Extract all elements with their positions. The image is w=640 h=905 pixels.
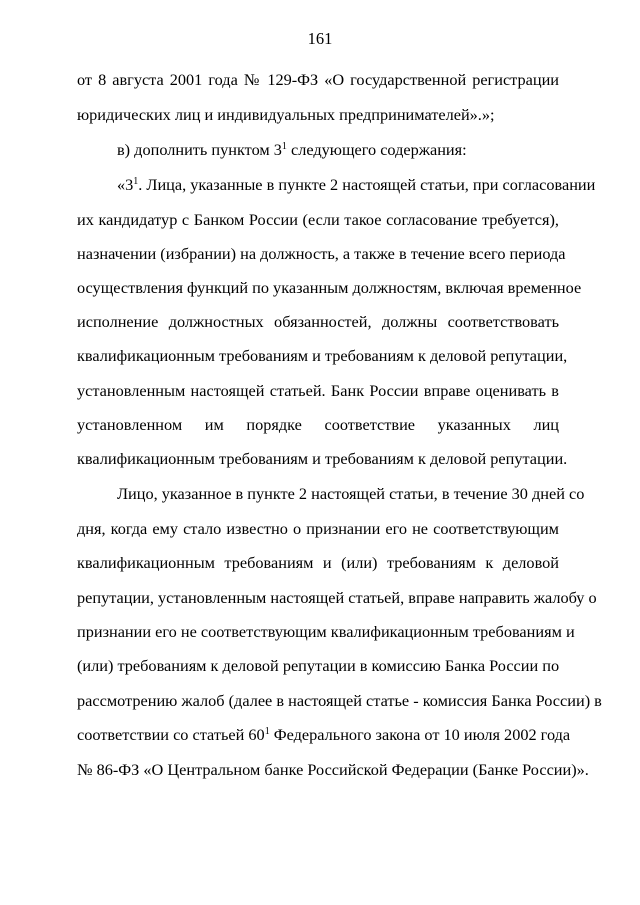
- text-line-16: репутации, установленным настоящей статьей, вправе направить жалобу о: [77, 588, 597, 607]
- text-line-5: их кандидатур с Банком России (если такое согласование требуется),: [77, 210, 559, 229]
- text-line-8: исполнение должностных обязанностей, должны соответствовать: [77, 312, 559, 331]
- text-line-4: [117, 174, 596, 196]
- text-line-21: № 86-ФЗ «О Центральном банке Российской Федерации (Банке России)».: [77, 760, 589, 779]
- text-line-3: [117, 139, 467, 161]
- text-line-18: (или) требованиям к деловой репутации в комиссию Банка России по: [77, 656, 560, 675]
- text-fragment: «3: [117, 175, 134, 194]
- page-number: 161: [307, 29, 333, 48]
- text-line-9: квалификационным требованиям и требованиям к деловой репутации,: [77, 346, 568, 365]
- text-line-14: дня, когда ему стало известно о признании его не соответствующим: [77, 519, 559, 538]
- superscript: 1: [264, 726, 270, 737]
- text-line-6: назначении (избрании) на должность, а также в течение всего периода: [77, 244, 566, 263]
- text-line-7: осуществления функций по указанным должностям, включая временное: [77, 278, 582, 297]
- text-line-10: установленным настоящей статьей. Банк России вправе оценивать в: [77, 381, 559, 400]
- text-line-2: юридических лиц и индивидуальных предпринимателей».»;: [77, 105, 495, 124]
- text-fragment: следующего содержания:: [286, 140, 467, 159]
- text-fragment: в) дополнить пунктом 3: [117, 140, 282, 159]
- text-line-19: рассмотрению жалоб (далее в настоящей статье - комиссия Банка России) в: [77, 691, 602, 710]
- text-line-12: квалификационным требованиям и требованиям к деловой репутации.: [77, 449, 568, 468]
- text-fragment: Федерального закона от 10 июля 2002 года: [269, 725, 571, 744]
- superscript: 1: [133, 176, 139, 187]
- text-line-11: установленном им порядке соответствие указанных лиц: [77, 415, 559, 434]
- text-line-17: признании его не соответствующим квалификационным требованиям и: [77, 622, 575, 641]
- text-fragment: соответствии со статьей 60: [77, 725, 265, 744]
- superscript: 1: [281, 141, 287, 152]
- text-line-13: Лицо, указанное в пункте 2 настоящей статьи, в течение 30 дней со: [117, 484, 585, 503]
- text-line-15: квалификационным требованиям и (или) требованиям к деловой: [77, 553, 559, 572]
- text-line-1: от 8 августа 2001 года № 129-ФЗ «О государственной регистрации: [77, 70, 559, 89]
- text-fragment: . Лица, указанные в пункте 2 настоящей статьи, при согласовании: [138, 175, 596, 194]
- text-line-20: [77, 724, 571, 746]
